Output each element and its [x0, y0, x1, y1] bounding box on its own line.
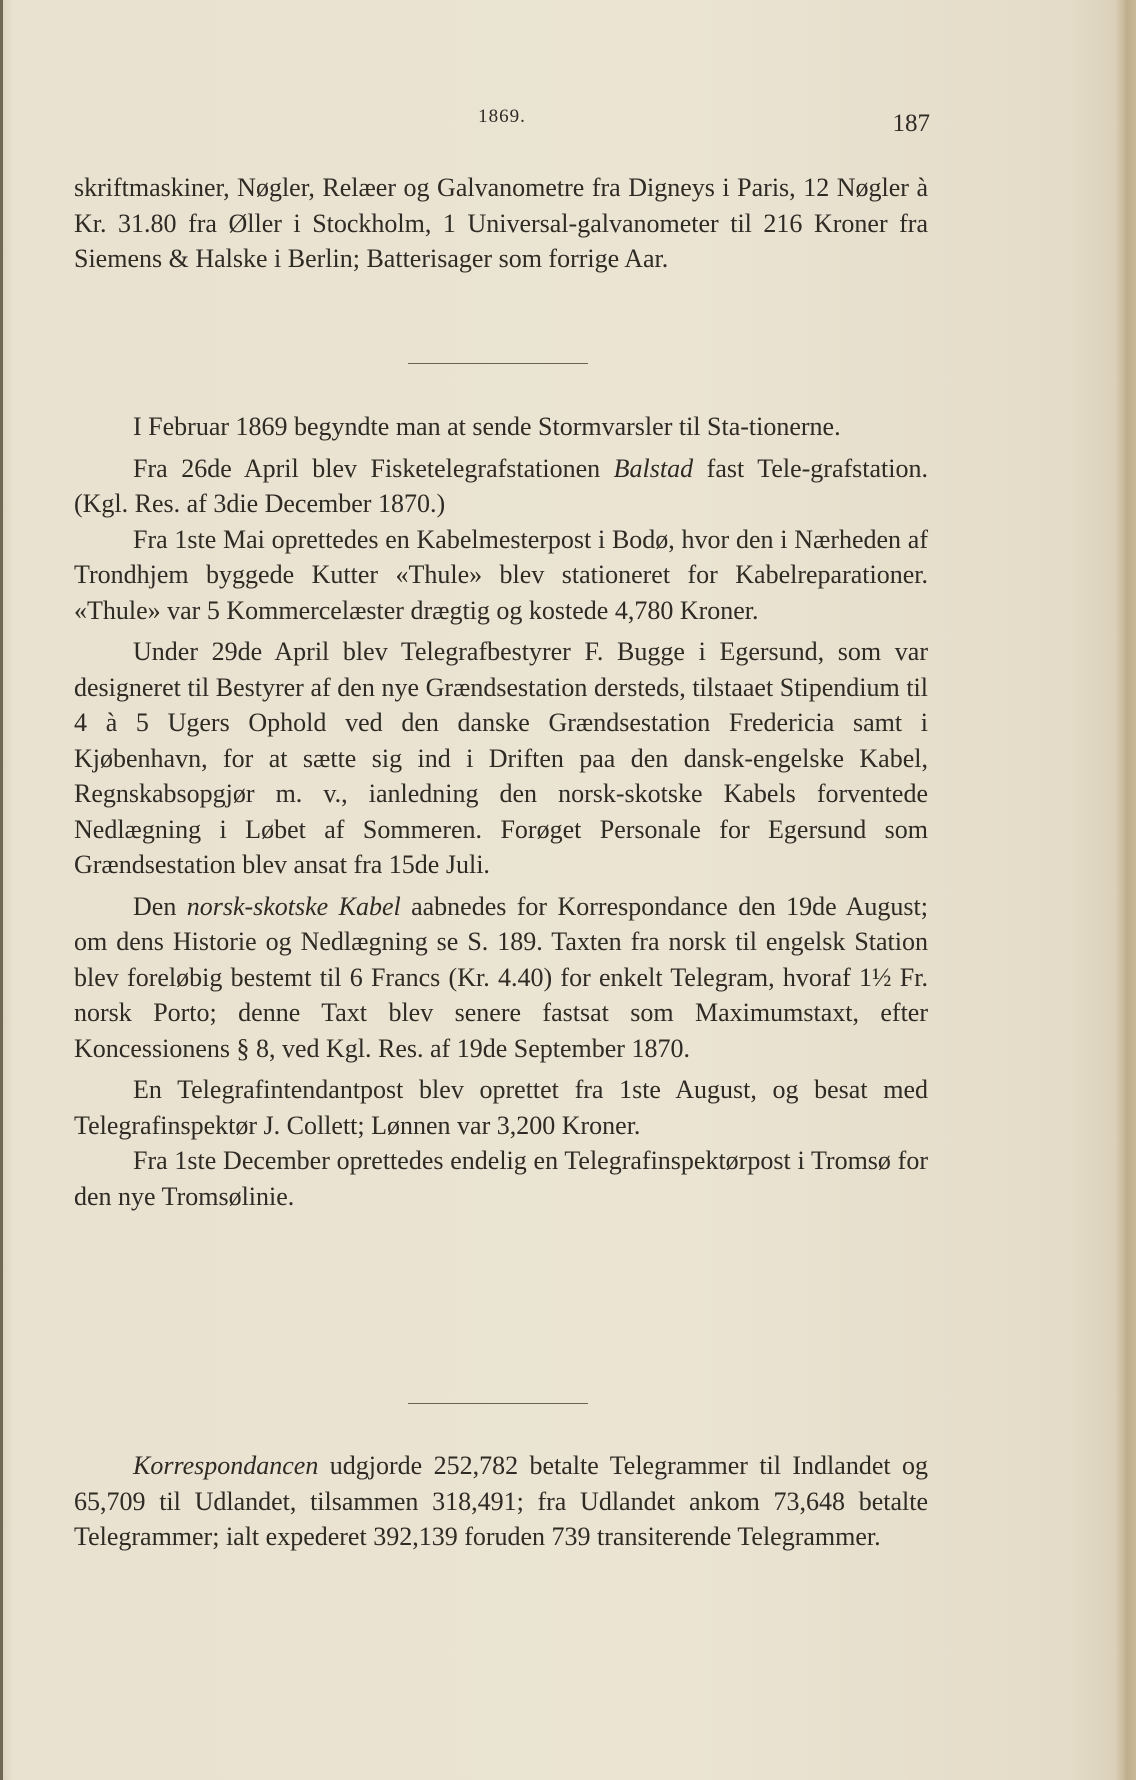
paragraph-cable-master-post: Fra 1ste Mai oprettedes en Kabelmesterpost i Bodø, hvor den i Nærheden af Trondhjem byggede Kutter «Thule» blev stationeret for Kabelreparationer. «Thule» var 5 Kommercelæster drægtig og kostede 4,780 Kroner. — [74, 524, 928, 625]
paragraph-inspector-tromso: Fra 1ste December oprettedes endelig en Telegrafinspektørpost i Tromsø for den nye Tromsølinie. — [74, 1146, 928, 1211]
paragraph-equipment: skriftmaskiner, Nøgler, Relæer og Galvanometre fra Digneys i Paris, 12 Nøgler à Kr. 31.80 fra Øller i Stockholm, 1 Universal-galvanometer til 216 Kroner fra Siemens & Halske i Berlin; Batterisager som forrige Aar. — [74, 173, 928, 273]
section-divider — [408, 363, 588, 364]
paragraph-cable-end: aabnedes for Korrespondance den 19de August; om dens Historie og Nedlægning se S. 189. Taxten fra norsk til engelsk Station blev foreløbig bestemt til 6 Francs (Kr. 4.40) for enkelt Telegram, hvoraf 1½ Fr. norsk Porto; denne Taxt blev senere fastsat som Maximumstaxt, efter Koncessionens § 8, ved Kgl. Res. af 19de September 1870. — [74, 891, 928, 1063]
text-block-correspondence — [74, 1448, 928, 1555]
paragraph-balstad — [74, 451, 928, 522]
paragraph-balstad-end: fast Tele-grafstation. (Kgl. Res. af 3die December 1870.) — [74, 453, 928, 518]
paragraph-cable-start: Den — [133, 891, 187, 921]
text-block-equipment — [74, 170, 928, 277]
page-left-edge — [0, 0, 3, 1780]
station-name-balstad: Balstad — [613, 453, 694, 483]
term-korrespondancen: Korrespondancen — [133, 1451, 319, 1480]
section-divider-2 — [408, 1403, 588, 1404]
paragraph-norwegian-scottish-cable — [74, 889, 928, 1067]
book-spine-edge — [1114, 0, 1136, 1780]
page-number: 187 — [892, 110, 930, 137]
paragraph-storm-warnings: I Februar 1869 begyndte man at sende Stormvarsler til Sta-tionerne. — [133, 412, 841, 441]
header-year: 1869. — [478, 106, 526, 127]
paragraph-correspondence-text: udgjorde 252,782 betalte Telegrammer til Indlandet og 65,709 til Udlandet, tilsammen 318,491; fra Udlandet ankom 73,648 betalte Telegrammer; ialt expederet 392,139 foruden 739 transiterende Telegrammer. — [74, 1451, 928, 1551]
text-block-events-1869 — [74, 409, 928, 1214]
paragraph-bugge-egersund: Under 29de April blev Telegrafbestyrer F. Bugge i Egersund, som var designeret til Bestyrer af den nye Grændsestation dersteds, tilstaaet Stipendium til 4 à 5 Ugers Ophold ved den danske Grændsestation Fredericia samt i Kjøbenhavn, for at sætte sig ind i Driften paa den dansk-engelske Kabel, Regnskabsopgjør m. v., ianledning den norsk-skotske Kabels forventede Nedlægning i Løbet af Sommeren. Forøget Personale for Egersund som Grændsestation blev ansat fra 15de Juli. — [74, 637, 928, 879]
paragraph-intendant-post: En Telegrafintendantpost blev oprettet fra 1ste August, og besat med Telegrafinspektør J. Collett; Lønnen var 3,200 Kroner. — [74, 1075, 928, 1140]
cable-name-italic: norsk-skotske Kabel — [186, 891, 401, 921]
paragraph-balstad-start: Fra 26de April blev Fisketelegrafstationen — [133, 453, 614, 483]
running-header — [74, 106, 930, 140]
paragraph-correspondence — [74, 1448, 928, 1555]
